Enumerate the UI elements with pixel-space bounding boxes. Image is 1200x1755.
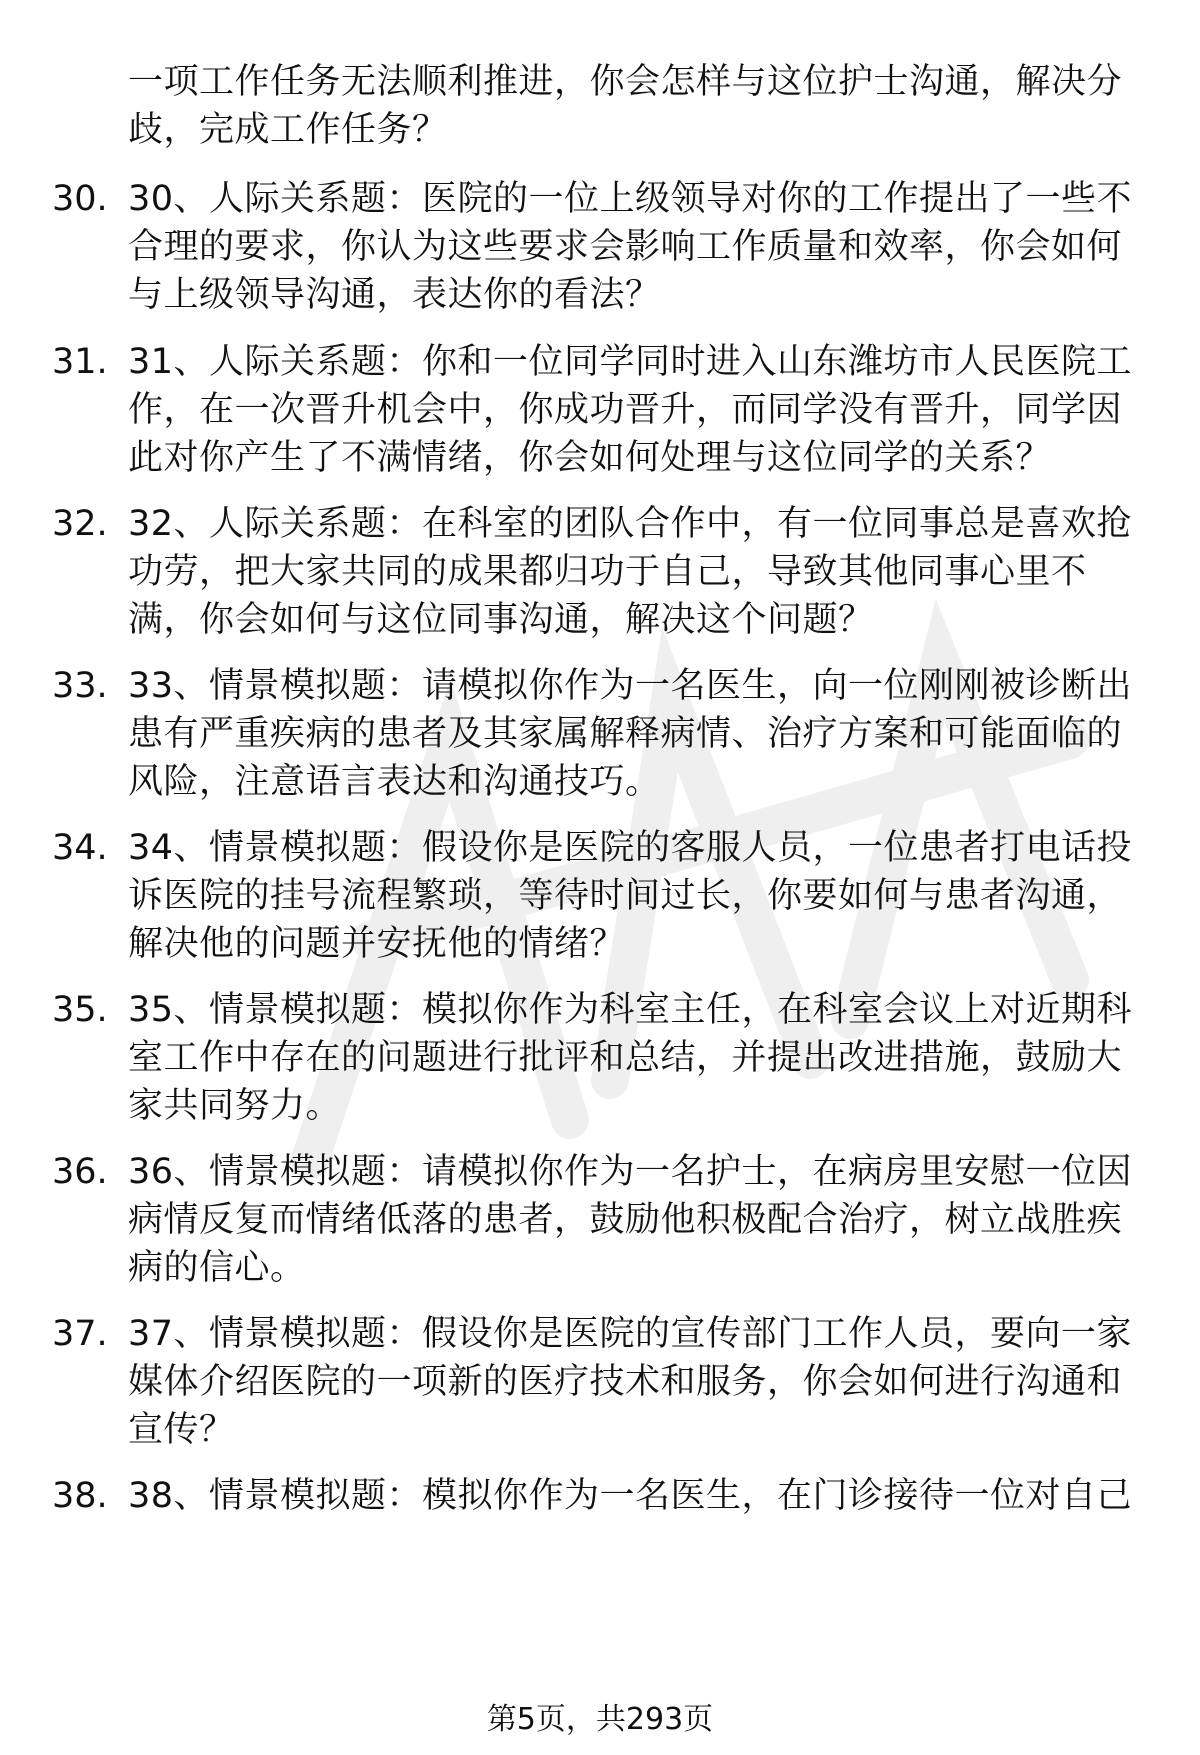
item-number: 38. xyxy=(52,1476,108,1516)
item-text: 34、情景模拟题：假设你是医院的客服人员，一位患者打电话投诉医院的挂号流程繁琐，等待时间过长，你要如何与患者沟通，解决他的问题并安抚他的情绪？ xyxy=(128,828,1133,964)
item-number: 35. xyxy=(52,990,108,1030)
item-number: 34. xyxy=(52,828,108,868)
item-number: 30. xyxy=(52,179,108,219)
continued-paragraph: 一项工作任务无法顺利推进，你会怎样与这位护士沟通，解决分歧，完成工作任务？ xyxy=(128,62,1123,150)
item-text: 35、情景模拟题：模拟你作为科室主任，在科室会议上对近期科室工作中存在的问题进行批评和总结，并提出改进措施，鼓励大家共同努力。 xyxy=(128,990,1133,1126)
item-text: 32、人际关系题：在科室的团队合作中，有一位同事总是喜欢抢功劳，把大家共同的成果都归功于自己，导致其他同事心里不满，你会如何与这位同事沟通，解决这个问题？ xyxy=(128,504,1133,640)
page-number-footer: 第5页，共293页 xyxy=(486,1702,714,1737)
item-text: 30、人际关系题：医院的一位上级领导对你的工作提出了一些不合理的要求，你认为这些要求会影响工作质量和效率，你会如何与上级领导沟通，表达你的看法？ xyxy=(128,179,1133,315)
item-text: 31、人际关系题：你和一位同学同时进入山东潍坊市人民医院工作，在一次晋升机会中，你成功晋升，而同学没有晋升，同学因此对你产生了不满情绪，你会如何处理与这位同学的关系？ xyxy=(128,342,1133,478)
item-number: 36. xyxy=(52,1152,108,1192)
item-text: 38、情景模拟题：模拟你作为一名医生，在门诊接待一位对自己 xyxy=(128,1476,1133,1516)
item-number: 33. xyxy=(52,666,108,706)
item-number: 32. xyxy=(52,504,108,544)
item-text: 37、情景模拟题：假设你是医院的宣传部门工作人员，要向一家媒体介绍医院的一项新的医疗技术和服务，你会如何进行沟通和宣传？ xyxy=(128,1314,1133,1450)
item-number: 31. xyxy=(52,342,108,382)
item-text: 36、情景模拟题：请模拟你作为一名护士，在病房里安慰一位因病情反复而情绪低落的患者，鼓励他积极配合治疗，树立战胜疾病的信心。 xyxy=(128,1152,1133,1288)
item-text: 33、情景模拟题：请模拟你作为一名医生，向一位刚刚被诊断出患有严重疾病的患者及其家属解释病情、治疗方案和可能面临的风险，注意语言表达和沟通技巧。 xyxy=(128,666,1133,802)
item-number: 37. xyxy=(52,1314,108,1354)
